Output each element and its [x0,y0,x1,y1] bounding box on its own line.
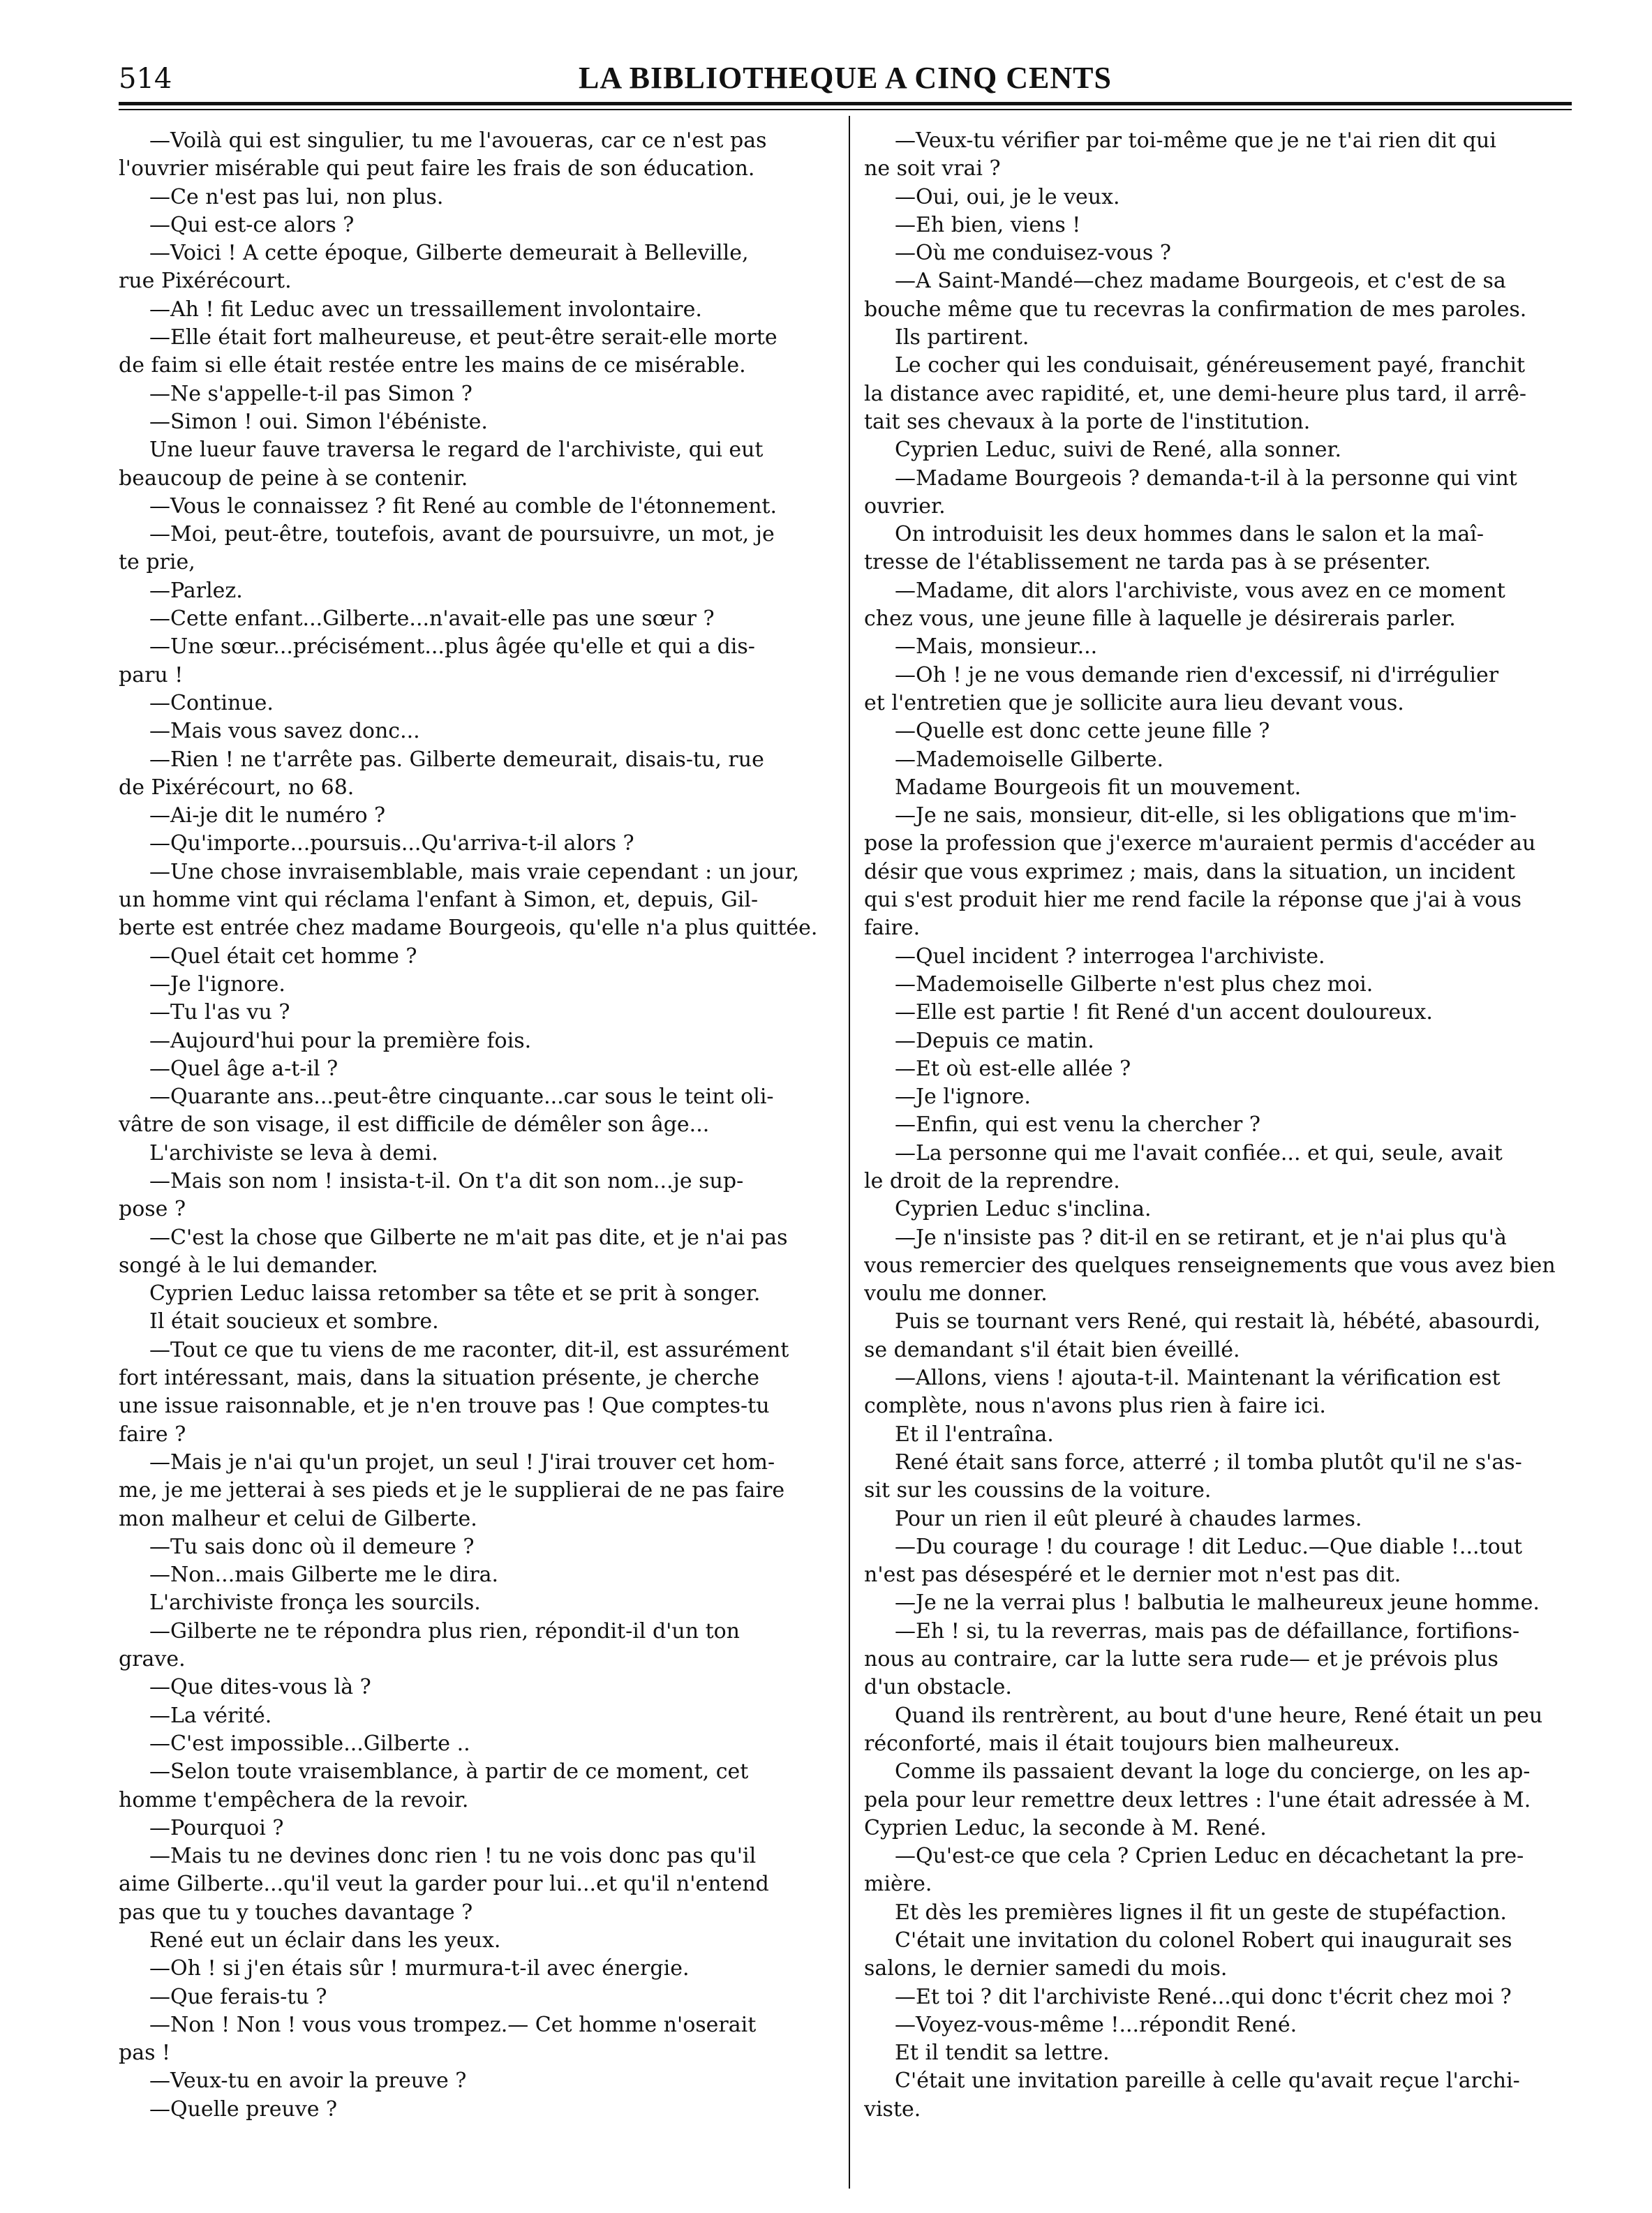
text-line: vous remercier des quelques renseignements que vous avez bien [864,1253,1556,1278]
running-title: LA BIBLIOTHEQUE A CINQ CENTS [578,61,1112,95]
text-line: —Cette enfant...Gilberte...n'avait-elle pas une sœur ? [149,606,715,632]
text-line: Et il tendit sa lettre. [895,2041,1110,2066]
text-line: —La vérité. [149,1703,272,1728]
text-line: Le cocher qui les conduisait, généreusement payé, franchit [895,353,1526,378]
text-line: René eut un éclair dans les yeux. [149,1928,501,1953]
text-line: —Oh ! si j'en étais sûr ! murmura-t-il avec énergie. [149,1956,690,1981]
text-line: tresse de l'établissement ne tarda pas à se présenter. [864,550,1431,575]
text-line: —Continue. [149,690,274,715]
text-line: —Où me conduisez-vous ? [895,241,1171,266]
text-line: —Tu sais donc où il demeure ? [149,1534,475,1559]
text-line: me, je me jetterai à ses pieds et je le supplierai de ne pas faire [119,1478,785,1503]
text-line: —Moi, peut-être, toutefois, avant de poursuivre, un mot, je [149,522,775,547]
page-header [119,54,1572,103]
text-line: de faim si elle était restée entre les mains de ce misérable. [119,353,746,378]
text-line: C'était une invitation pareille à celle qu'avait reçue l'archi- [895,2069,1520,2094]
text-line: —Madame Bourgeois ? demanda-t-il à la personne qui vint [895,465,1517,491]
header-rule-thin [119,109,1572,110]
text-line: —Je l'ignore. [895,1085,1031,1110]
text-line: —Du courage ! du courage ! dit Leduc.—Que diable !...tout [895,1534,1523,1559]
text-line: complète, nous n'avons plus rien à faire ici. [864,1394,1326,1419]
text-line: ne soit vrai ? [864,156,1001,181]
text-line: Comme ils passaient devant la loge du concierge, on les ap- [895,1759,1531,1784]
text-line: —Pourquoi ? [149,1815,284,1840]
text-line: —Depuis ce matin. [895,1028,1094,1053]
text-line: mon malheur et celui de Gilberte. [119,1506,477,1531]
right-column [864,127,1572,2193]
text-line: —Eh bien, viens ! [895,212,1081,237]
text-line: vâtre de son visage, il est difficile de démêler son âge... [119,1112,710,1138]
text-line: —Je ne la verrai plus ! balbutia le malheureux jeune homme. [895,1590,1540,1616]
text-line: pose ? [119,1197,186,1222]
text-line: —Quel incident ? interrogea l'archiviste. [895,944,1325,969]
text-line: —Mais son nom ! insista-t-il. On t'a dit son nom...je sup- [149,1168,744,1193]
text-line: —Tout ce que tu viens de me raconter, dit-il, est assurément [149,1337,789,1362]
text-line: —A Saint-Mandé—chez madame Bourgeois, et c'est de sa [895,269,1506,294]
text-line: —C'est impossible...Gilberte .. [149,1731,470,1756]
text-line: —Ne s'appelle-t-il pas Simon ? [149,381,472,406]
text-line: —Allons, viens ! ajouta-t-il. Maintenant la vérification est [895,1366,1501,1391]
text-line: —Elle est partie ! fit René d'un accent douloureux. [895,1000,1433,1025]
text-line: de Pixérécourt, no 68. [119,775,355,800]
text-line: —Parlez. [149,578,243,603]
text-line: la distance avec rapidité, et, une demi-heure plus tard, il arrê- [864,381,1526,406]
text-line: Cyprien Leduc, suivi de René, alla sonner. [895,438,1342,463]
text-line: Une lueur fauve traversa le regard de l'archiviste, qui eut [149,438,764,463]
text-line: rue Pixérécourt. [119,269,292,294]
text-line: qui s'est produit hier me rend facile la réponse que j'ai à vous [864,888,1521,913]
text-line: pas que tu y touches davantage ? [119,1900,473,1925]
text-line: et l'entretien que je sollicite aura lieu devant vous. [864,690,1404,715]
text-line: —Veux-tu vérifier par toi-même que je ne t'ai rien dit qui [895,128,1496,153]
text-line: L'archiviste se leva à demi. [149,1140,438,1165]
text-line: —Selon toute vraisemblance, à partir de ce moment, cet [149,1759,749,1784]
text-line: —Quelle preuve ? [149,2096,338,2122]
header-rule-thick [119,102,1572,105]
left-column [119,127,827,2193]
text-line: —Gilberte ne te répondra plus rien, répondit-il d'un ton [149,1618,741,1644]
text-line: pose la profession que j'exerce m'auraient permis d'accéder au [864,831,1536,856]
text-line: On introduisit les deux hommes dans le salon et la maî- [895,522,1484,547]
text-line: Et il l'entraîna. [895,1422,1054,1447]
text-line: salons, le dernier samedi du mois. [864,1956,1228,1981]
text-line: —Non...mais Gilberte me le dira. [149,1563,499,1588]
text-line: faire. [864,916,921,941]
text-line: —Ai-je dit le numéro ? [149,803,386,828]
text-line: —Oh ! je ne vous demande rien d'excessif, ni d'irrégulier [895,662,1499,687]
text-line: grave. [119,1647,186,1672]
page-number: 514 [119,63,172,95]
text-line: —Oui, oui, je le veux. [895,184,1120,209]
text-line: —Ah ! fit Leduc avec un tressaillement involontaire. [149,297,702,322]
text-line: mière. [864,1872,932,1897]
text-line: une issue raisonnable, et je n'en trouve pas ! Que comptes-tu [119,1394,770,1419]
text-line: —Elle était fort malheureuse, et peut-être serait-elle morte [149,325,777,350]
text-line: —Mais, monsieur... [895,634,1098,660]
text-line: —Madame, dit alors l'archiviste, vous avez en ce moment [895,578,1505,603]
column-divider [849,116,850,2189]
text-line: —Veux-tu en avoir la preuve ? [149,2069,467,2094]
text-line: Madame Bourgeois fit un mouvement. [895,775,1302,800]
text-line: —Rien ! ne t'arrête pas. Gilberte demeurait, disais-tu, rue [149,747,764,772]
text-line: C'était une invitation du colonel Robert qui inaugurait ses [895,1928,1512,1953]
text-line: chez vous, une jeune fille à laquelle je désirerais parler. [864,606,1456,632]
text-line: Quand ils rentrèrent, au bout d'une heure, René était un peu [895,1703,1543,1728]
text-line: —Mademoiselle Gilberte. [895,747,1164,772]
text-line: ouvrier. [864,493,946,519]
text-line: Et dès les premières lignes il fit un geste de stupéfaction. [895,1900,1507,1925]
text-line: L'archiviste fronça les sourcils. [149,1590,481,1616]
text-line: —Je n'insiste pas ? dit-il en se retirant, et je n'ai plus qu'à [895,1225,1507,1250]
text-line: d'un obstacle. [864,1675,1012,1700]
text-line: —Et toi ? dit l'archiviste René...qui donc t'écrit chez moi ? [895,1984,1512,2009]
text-line: —Je l'ignore. [149,971,285,997]
text-line: —Quarante ans...peut-être cinquante...car sous le teint oli- [149,1085,774,1110]
text-line: —Qu'importe...poursuis...Qu'arriva-t-il alors ? [149,831,634,856]
text-line: Pour un rien il eût pleuré à chaudes larmes. [895,1506,1362,1531]
text-line: —Quelle est donc cette jeune fille ? [895,719,1270,744]
text-line: —Que ferais-tu ? [149,1984,327,2009]
text-line: —C'est la chose que Gilberte ne m'ait pas dite, et je n'ai pas [149,1225,788,1250]
text-line: Puis se tournant vers René, qui restait là, hébété, abasourdi, [895,1309,1541,1334]
text-line: —Quel âge a-t-il ? [149,1056,338,1081]
text-line: —Et où est-elle allée ? [895,1056,1131,1081]
text-line: berte est entrée chez madame Bourgeois, qu'elle n'a plus quittée. [119,916,818,941]
text-line: —Non ! Non ! vous vous trompez.— Cet homme n'oserait [149,2012,757,2037]
text-line: Cyprien Leduc laissa retomber sa tête et se prit à songer. [149,1281,761,1306]
text-line: —Mais je n'ai qu'un projet, un seul ! J'irai trouver cet hom- [149,1450,775,1475]
text-line: pas ! [119,2041,171,2066]
text-line: Ils partirent. [895,325,1029,350]
text-line: réconforté, mais il était toujours bien malheureux. [864,1731,1401,1756]
text-line: viste. [864,2096,921,2122]
text-line: homme t'empêchera de la revoir. [119,1787,469,1812]
text-line: —Que dites-vous là ? [149,1675,371,1700]
text-line: —Mais vous savez donc... [149,719,420,744]
text-line: —Mademoiselle Gilberte n'est plus chez moi. [895,971,1374,997]
text-line: —Une sœur...précisément...plus âgée qu'elle et qui a dis- [149,634,755,660]
text-line: voulu me donner. [864,1281,1048,1306]
text-line: —Vous le connaissez ? fit René au comble de l'étonnement. [149,493,777,519]
text-line: —Qu'est-ce que cela ? Cprien Leduc en décachetant la pre- [895,1844,1524,1869]
text-line: paru ! [119,662,184,687]
text-line: nous au contraire, car la lutte sera rude— et je prévois plus [864,1647,1498,1672]
text-line: sit sur les coussins de la voiture. [864,1478,1212,1503]
text-line: n'est pas désespéré et le dernier mot n'est pas dit. [864,1563,1401,1588]
text-line: te prie, [119,550,195,575]
text-line: Cyprien Leduc s'inclina. [895,1197,1152,1222]
text-line: —Je ne sais, monsieur, dit-elle, si les obligations que m'im- [895,803,1517,828]
text-line: —Eh ! si, tu la reverras, mais pas de défaillance, fortifions- [895,1618,1520,1644]
text-line: René était sans force, atterré ; il tomba plutôt qu'il ne s'as- [895,1450,1522,1475]
text-line: —Simon ! oui. Simon l'ébéniste. [149,409,488,434]
text-line: fort intéressant, mais, dans la situation présente, je cherche [119,1366,759,1391]
text-line: l'ouvrier misérable qui peut faire les frais de son éducation. [119,156,755,181]
text-line: un homme vint qui réclama l'enfant à Simon, et, depuis, Gil- [119,888,759,913]
text-line: Il était soucieux et sombre. [149,1309,439,1334]
text-line: bouche même que tu recevras la confirmation de mes paroles. [864,297,1527,322]
text-line: le droit de la reprendre. [864,1168,1120,1193]
text-line: —Mais tu ne devines donc rien ! tu ne vois donc pas qu'il [149,1844,757,1869]
text-line: se demandant s'il était bien éveillé. [864,1337,1240,1362]
text-line: —Ce n'est pas lui, non plus. [149,184,444,209]
text-line: désir que vous exprimez ; mais, dans la situation, un incident [864,859,1515,884]
text-line: Cyprien Leduc, la seconde à M. René. [864,1815,1267,1840]
text-line: aime Gilberte...qu'il veut la garder pour lui...et qu'il n'entend [119,1872,769,1897]
text-line: —Voici ! A cette époque, Gilberte demeurait à Belleville, [149,241,749,266]
text-line: songé à le lui demander. [119,1253,378,1278]
text-line: tait ses chevaux à la porte de l'institution. [864,409,1311,434]
text-line: pela pour leur remettre deux lettres : l'une était adressée à M. [864,1787,1531,1812]
text-line: —Voyez-vous-même !...répondit René. [895,2012,1297,2037]
text-line: beaucoup de peine à se contenir. [119,465,468,491]
text-line: —Voilà qui est singulier, tu me l'avoueras, car ce n'est pas [149,128,767,153]
text-line: —Tu l'as vu ? [149,1000,290,1025]
text-line: —Qui est-ce alors ? [149,212,355,237]
text-line: faire ? [119,1422,186,1447]
text-line: —Une chose invraisemblable, mais vraie cependant : un jour, [149,859,800,884]
text-line: —Enfin, qui est venu la chercher ? [895,1112,1260,1138]
text-line: —Quel était cet homme ? [149,944,417,969]
text-line: —Aujourd'hui pour la première fois. [149,1028,532,1053]
text-line: —La personne qui me l'avait confiée... et qui, seule, avait [895,1140,1503,1165]
